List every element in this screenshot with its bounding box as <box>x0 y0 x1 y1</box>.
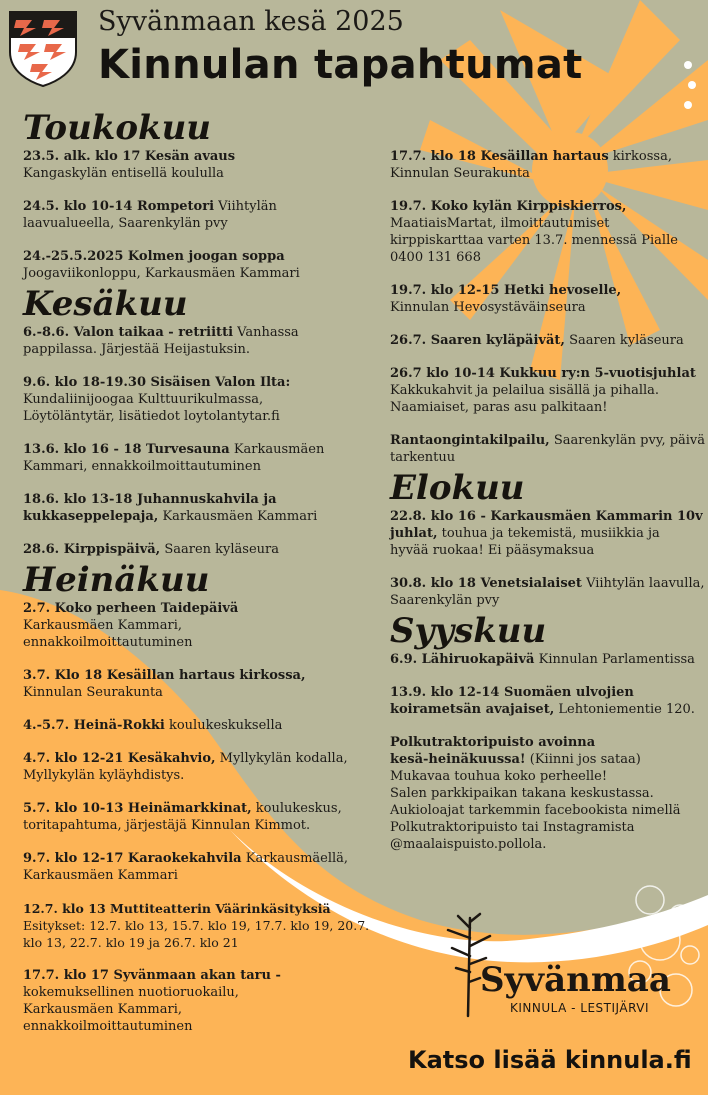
month-heading-elokuu: Elokuu <box>390 468 525 508</box>
event-item <box>23 198 373 232</box>
event-title: Rantaongintakilpailu, <box>390 433 550 448</box>
event-title: 30.8. klo 18 Venetsialaiset <box>390 576 582 591</box>
event-desc: kokemuksellinen nuotioruokailu, Karkausmäen Kammari, ennakkoilmoittautuminen <box>23 985 239 1034</box>
month-heading-toukokuu: Toukokuu <box>23 108 212 148</box>
event-item <box>23 600 373 651</box>
month-heading-kesakuu: Kesäkuu <box>23 284 188 324</box>
event-item <box>23 148 373 182</box>
event-item <box>390 651 708 668</box>
event-item <box>390 575 708 609</box>
event-desc: Lehtoniementie 120. <box>554 702 695 717</box>
event-item <box>23 800 373 834</box>
event-item <box>390 684 708 718</box>
event-item <box>23 850 373 884</box>
event-desc: Esitykset: 12.7. klo 13, 15.7. klo 19, 17.7. klo 19, 20.7. klo 13, 22.7. klo 19 ja 26.7. klo 21 <box>23 918 370 950</box>
event-title: 18.6. klo 13-18 Juhannuskahvila ja kukkaseppelepaja, <box>23 492 277 524</box>
event-item <box>390 734 708 853</box>
kinnula-crest-icon <box>6 8 80 88</box>
event-title: 13.9. klo 12-14 Suomäen ulvojien koirametsän avajaiset, <box>390 685 634 717</box>
event-title: 26.7 klo 10-14 Kukkuu ry:n 5-vuotisjuhlat <box>390 366 696 381</box>
event-item <box>23 248 373 282</box>
event-title: 4.7. klo 12-21 Kesäkahvio, <box>23 751 216 766</box>
event-title: 9.7. klo 12-17 Karaokekahvila <box>23 851 242 866</box>
page-title: Kinnulan tapahtumat <box>98 42 583 88</box>
event-title: 13.6. klo 16 - 18 Turvesauna <box>23 442 230 457</box>
event-desc: Kinnulan Hevosystäväinseura <box>390 300 586 315</box>
event-desc: Saarenkylän pvy, päivä tarkentuu <box>390 433 706 465</box>
left-column <box>23 108 373 1051</box>
event-item <box>390 198 708 266</box>
event-title: 4.-5.7. Heinä-Rokki <box>23 718 165 733</box>
event-item <box>23 324 373 358</box>
right-column <box>390 148 708 869</box>
event-desc: (Kiinni jos sataa) Mukavaa touhua koko perheelle! Salen parkkipaikan takana keskustassa. Aukioloajat tarkemmin facebookista nimellä Polkutraktoripuisto tai Instagramista @maalaispuisto.pollola. <box>390 752 681 852</box>
event-item <box>23 541 373 558</box>
event-item <box>23 491 373 525</box>
event-title: 12.7. klo 13 Muttiteatterin Väärinkäsityksiä <box>23 901 331 916</box>
event-desc: Viihtylän laavualueella, Saarenkylän pvy <box>23 199 277 231</box>
event-desc: Saaren kyläseura <box>160 542 279 557</box>
event-desc: Kakkukahvit ja pelailua sisällä ja pihalla. Naamiaiset, paras asu palkitaan! <box>390 383 660 415</box>
event-desc: Saaren kyläseura <box>564 333 684 348</box>
event-title: 17.7. klo 18 Kesäillan hartaus <box>390 149 609 164</box>
event-title: 9.6. klo 18-19.30 Sisäisen Valon Ilta: <box>23 375 291 390</box>
event-item <box>390 282 708 316</box>
event-title: 3.7. Klo 18 Kesäillan hartaus kirkossa, <box>23 668 306 683</box>
event-title: 17.7. klo 17 Syvänmaan akan taru - <box>23 968 281 983</box>
event-title: 5.7. klo 10-13 Heinämarkkinat, <box>23 801 252 816</box>
event-title: 2.7. Koko perheen Taidepäivä <box>23 601 239 616</box>
logo-name: Syvänmaa <box>480 960 671 1000</box>
event-item <box>390 332 708 349</box>
event-item <box>23 750 373 784</box>
event-item <box>23 667 373 701</box>
event-desc: MaatiaisMartat, ilmoittautumiset kirppiskarttaa varten 13.7. mennessä Pialle 0400 131 668 <box>390 216 678 265</box>
event-desc: Kinnulan Seurakunta <box>23 685 163 700</box>
event-title: 23.5. alk. klo 17 Kesän avaus <box>23 149 236 164</box>
event-item <box>390 365 708 416</box>
event-item <box>390 432 708 466</box>
event-title: Polkutraktoripuisto avoinna kesä-heinäkuussa! <box>390 735 596 767</box>
event-item <box>390 148 708 182</box>
event-item <box>23 374 373 425</box>
event-desc: kirkossa, Kinnulan Seurakunta <box>390 149 672 181</box>
event-item <box>23 717 373 734</box>
month-heading-heinakuu: Heinäkuu <box>23 560 210 600</box>
event-title: 19.7. Koko kylän Kirppiskierros, <box>390 199 627 214</box>
event-title: 22.8. klo 16 - Karkausmäen Kammarin 10v juhlat, <box>390 509 703 541</box>
event-title: 28.6. Kirppispäivä, <box>23 542 161 557</box>
footer-link-text: Katso lisää kinnula.fi <box>408 1046 692 1074</box>
event-title: 6.9. Lähiruokapäivä <box>390 652 535 667</box>
event-desc: Vanhassa pappilassa. Järjestää Heijastuksin. <box>23 325 299 357</box>
month-heading-syyskuu: Syyskuu <box>390 611 547 651</box>
event-desc: Joogaviikonloppu, Karkausmäen Kammari <box>23 266 300 281</box>
event-title: 24.5. klo 10-14 Rompetori <box>23 199 215 214</box>
event-title: 19.7. klo 12-15 Hetki hevoselle, <box>390 283 622 298</box>
event-desc: Karkausmäellä, Karkausmäen Kammari <box>23 851 349 883</box>
event-desc: Viihtylän laavulla, Saarenkylän pvy <box>390 576 705 608</box>
event-desc: koulukeskuksella <box>164 718 283 733</box>
event-desc: touhua ja tekemistä, musiikkia ja hyvää ruokaa! Ei pääsymaksua <box>390 526 660 558</box>
event-title: 24.-25.5.2025 Kolmen joogan soppa <box>23 249 285 264</box>
event-desc: Kundaliinijoogaa Kulttuurikulmassa, Löytöläntytär, lisätiedot loytolantytar.fi <box>23 392 280 424</box>
event-desc: Karkausmäen Kammari, ennakkoilmoittautuminen <box>23 442 325 474</box>
event-item <box>23 441 373 475</box>
event-item <box>390 508 708 559</box>
event-desc: Karkausmäen Kammari, ennakkoilmoittautuminen <box>23 618 193 650</box>
event-desc: Kinnulan Parlamentissa <box>534 652 695 667</box>
event-title: 26.7. Saaren kyläpäivät, <box>390 333 565 348</box>
pre-title: Syvänmaan kesä 2025 <box>98 6 404 37</box>
event-desc: Karkausmäen Kammari <box>158 509 318 524</box>
event-item <box>23 967 373 1035</box>
event-desc: koulukeskus, toritapahtuma, järjestäjä Kinnulan Kimmot. <box>23 801 342 833</box>
logo-subtitle: KINNULA - LESTIJÄRVI <box>510 1001 649 1015</box>
event-desc: Kangaskylän entisellä koululla <box>23 166 224 181</box>
event-desc: Myllykylän kodalla, Myllykylän kyläyhdistys. <box>23 751 348 783</box>
event-title: 6.-8.6. Valon taikaa - retriitti <box>23 325 234 340</box>
event-item <box>23 900 373 951</box>
